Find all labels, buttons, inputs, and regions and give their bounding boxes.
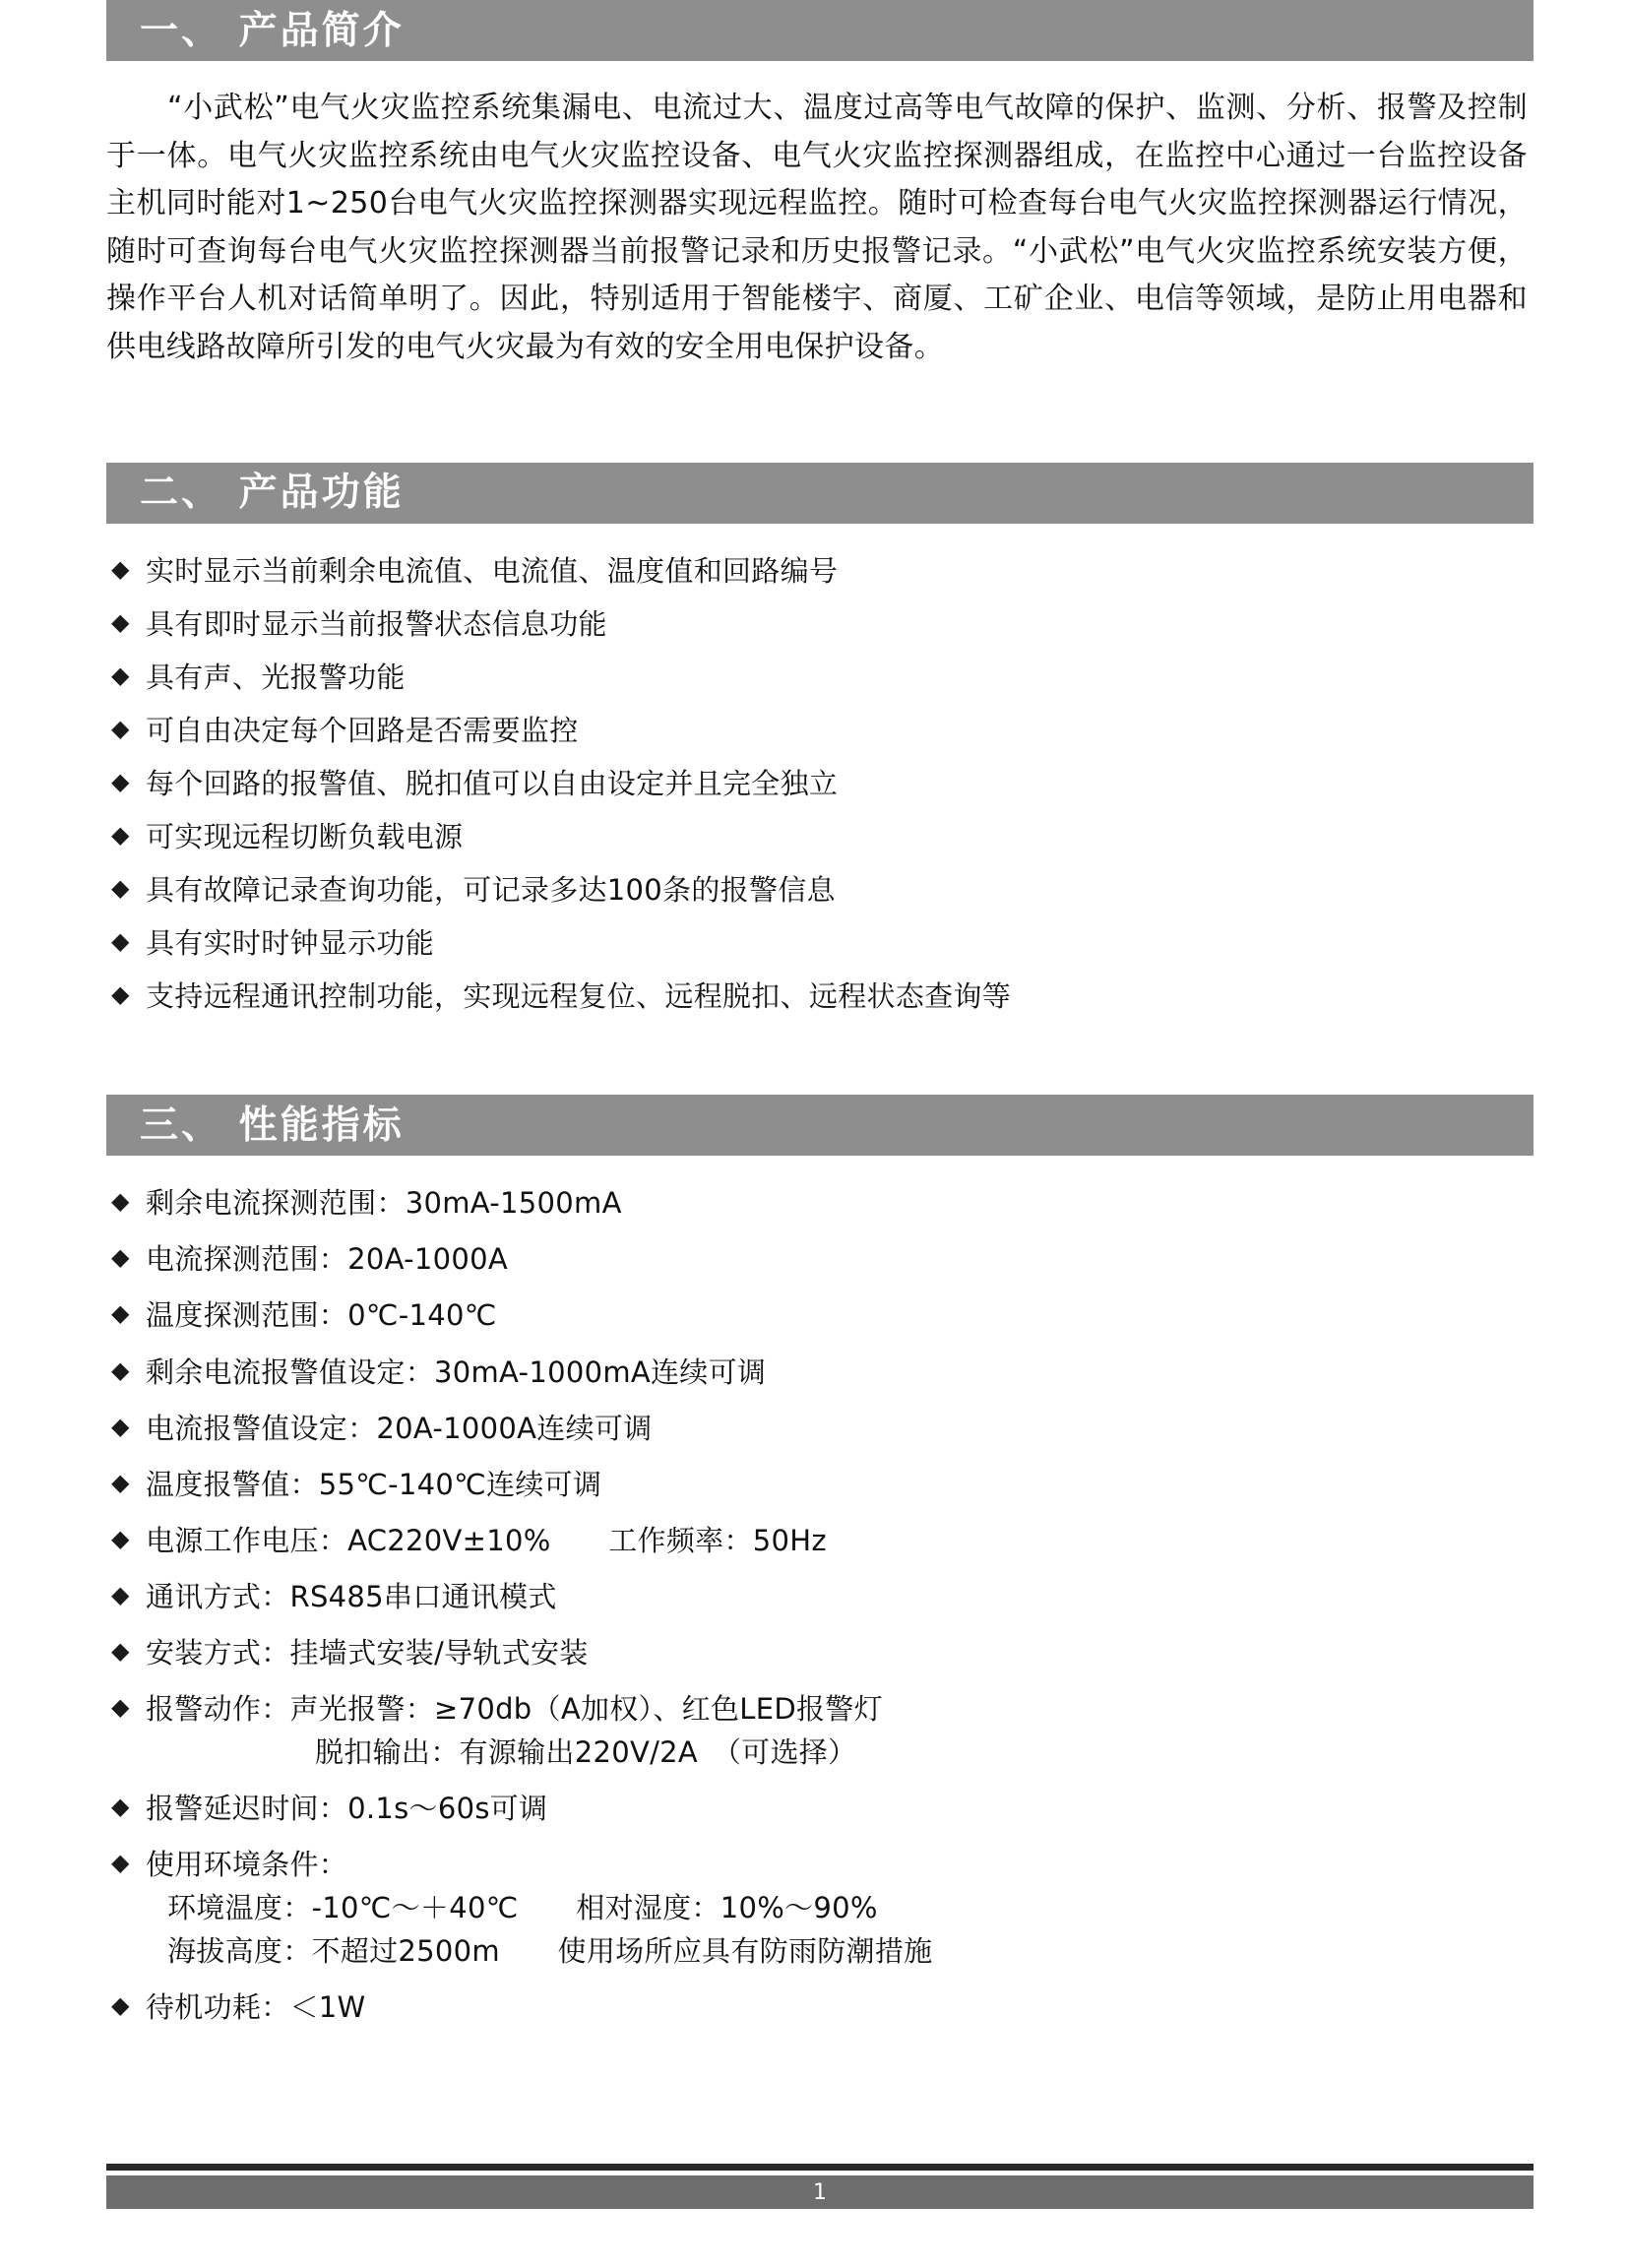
list-item-label: 具有声、光报警功能: [146, 660, 406, 694]
alarm-action-line-2: 脱扣输出：有源输出220V/2A （可选择）: [315, 1735, 857, 1770]
diamond-bullet-icon: ◆: [111, 980, 130, 1009]
list-item-label: 剩余电流报警值设定：30mA-1000mA连续可调: [146, 1354, 767, 1389]
list-item-label: 每个回路的报警值、脱扣值可以自由设定并且完全独立: [146, 766, 839, 800]
list-item: [106, 602, 1534, 646]
spacer: [106, 1034, 1534, 1095]
list-item-label: 待机功耗：＜1W: [146, 1990, 366, 2025]
diamond-bullet-icon: ◆: [111, 1299, 130, 1328]
list-item: [106, 1575, 1534, 1618]
diamond-bullet-icon: ◆: [111, 1468, 130, 1496]
footer-divider: [106, 2164, 1534, 2171]
list-item-label: 具有即时显示当前报警状态信息功能: [146, 606, 607, 641]
list-item: [106, 975, 1534, 1018]
list-item: [106, 1985, 1534, 2029]
diamond-bullet-icon: ◆: [111, 1636, 130, 1665]
diamond-bullet-icon: ◆: [111, 661, 130, 689]
page-number: 1: [813, 2179, 827, 2205]
list-item-label: 电流探测范围：20A-1000A: [146, 1242, 509, 1277]
list-item: [106, 868, 1534, 912]
list-item-label: 电流报警值设定：20A-1000A连续可调: [146, 1411, 653, 1445]
list-item: [106, 815, 1534, 858]
diamond-bullet-icon: ◆: [111, 1580, 130, 1608]
section-heading-product-functions: [106, 463, 1534, 524]
diamond-bullet-icon: ◆: [111, 1412, 130, 1440]
list-item: [106, 1631, 1534, 1674]
list-item-label: 支持远程通讯控制功能，实现远程复位、远程脱扣、远程状态查询等: [146, 979, 1012, 1014]
product-intro-paragraph: “小武松”电气火灾监控系统集漏电、电流过大、温度过高等电气故障的保护、监测、分析、报警及控制于一体。电气火灾监控系统由电气火灾监控设备、电气火灾监控探测器组成，在监控中心通过一台监控设备主机同时能对1~250台电气火灾监控探测器实现远程监控。随时可检查每台电气火灾监控探测器运行情况，随时可查询每台电气火灾监控探测器当前报警记录和历史报警记录。“小武松”电气火灾监控系统安装方便，操作平台人机对话简单明了。因此，特别适用于智能楼宇、商厦、工矿企业、电信等领域，是防止用电器和供电线路故障所引发的电气火灾最为有效的安全用电保护设备。: [106, 91, 1528, 364]
list-item-environment: [106, 1843, 1534, 1973]
list-item-label: 可实现远程切断负载电源: [146, 819, 464, 853]
list-item-label: 温度探测范围：0℃-140℃: [146, 1298, 497, 1333]
diamond-bullet-icon: ◆: [111, 927, 130, 956]
list-item: [106, 1407, 1534, 1450]
list-item-label: 具有实时时钟显示功能: [146, 926, 435, 961]
diamond-bullet-icon: ◆: [111, 1692, 130, 1721]
list-item-label: 电源工作电压：AC220V±10% 工作频率：50Hz: [146, 1523, 827, 1557]
diamond-bullet-icon: ◆: [111, 1187, 130, 1216]
list-item: [106, 1519, 1534, 1562]
diamond-bullet-icon: ◆: [111, 1793, 130, 1821]
list-item: [106, 1351, 1534, 1394]
list-item: [106, 1463, 1534, 1506]
diamond-bullet-icon: ◆: [111, 1849, 130, 1877]
section-heading-product-intro: [106, 0, 1534, 61]
diamond-bullet-icon: ◆: [111, 1524, 130, 1552]
section-title-text: 一、 产品简介: [140, 8, 405, 53]
environment-line-1: 环境温度：-10℃～＋40℃ 相对湿度：10%～90%: [167, 1891, 878, 1925]
diamond-bullet-icon: ◆: [111, 1991, 130, 2020]
footer-page-number-bar: [106, 2175, 1534, 2209]
diamond-bullet-icon: ◆: [111, 1243, 130, 1272]
diamond-bullet-icon: ◆: [111, 554, 130, 583]
list-item-label: 具有故障记录查询功能，可记录多达100条的报警信息: [146, 873, 836, 908]
section-heading-performance: [106, 1095, 1534, 1156]
list-item-label: 可自由决定每个回路是否需要监控: [146, 713, 579, 747]
list-item: [106, 656, 1534, 699]
section-title-text: 二、 产品功能: [140, 471, 405, 516]
list-item: [106, 1293, 1534, 1337]
list-item-label: 实时显示当前剩余电流值、电流值、温度值和回路编号: [146, 553, 839, 588]
alarm-action-line-1: 报警动作：声光报警：≥70db（A加权）、红色LED报警灯: [146, 1691, 883, 1726]
diamond-bullet-icon: ◆: [111, 1355, 130, 1384]
environment-line-2: 海拔高度：不超过2500m 使用场所应具有防雨防潮措施: [167, 1934, 933, 1969]
list-item-label: 通讯方式：RS485串口通讯模式: [146, 1579, 557, 1613]
list-item: [106, 549, 1534, 593]
list-item-label: 报警延迟时间：0.1s～60s可调: [146, 1792, 548, 1826]
product-functions-list: [106, 549, 1534, 1019]
list-item: [106, 1787, 1534, 1830]
diamond-bullet-icon: ◆: [111, 767, 130, 795]
page-content: [106, 0, 1534, 2046]
section-title-text: 三、 性能指标: [140, 1102, 405, 1148]
diamond-bullet-icon: ◆: [111, 820, 130, 849]
list-item-label: 安装方式：挂墙式安装/导轨式安装: [146, 1635, 589, 1670]
diamond-bullet-icon: ◆: [111, 607, 130, 636]
list-item: [106, 762, 1534, 805]
list-item: [106, 709, 1534, 752]
list-item: [106, 1181, 1534, 1225]
diamond-bullet-icon: ◆: [111, 874, 130, 903]
list-item: [106, 921, 1534, 965]
list-item-label: 温度报警值：55℃-140℃连续可调: [146, 1467, 602, 1501]
spacer: [106, 402, 1534, 463]
performance-spec-list: [106, 1181, 1534, 2029]
diamond-bullet-icon: ◆: [111, 714, 130, 742]
list-item: [106, 1237, 1534, 1281]
environment-label: 使用环境条件：: [146, 1848, 348, 1882]
list-item-alarm-action: [106, 1687, 1534, 1774]
list-item-label: 剩余电流探测范围：30mA-1500mA: [146, 1186, 622, 1221]
